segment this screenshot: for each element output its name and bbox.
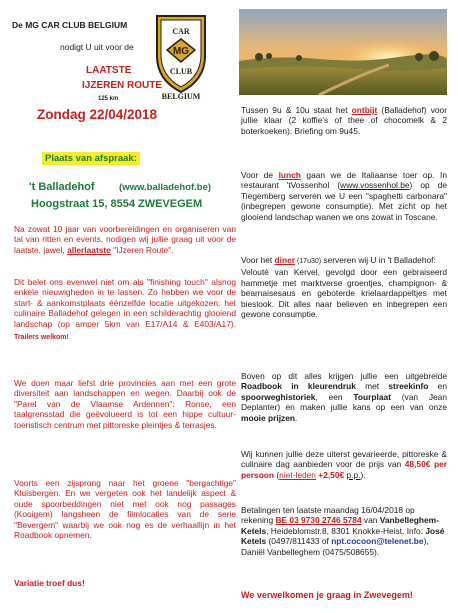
logo-center-text: MG [172, 46, 190, 57]
kluisbergen-paragraph: Voorts een zijsprong naar het groene "bergachtige" Kluisbergen. En we vergeten ook het landelijk aspect & oude spoorbeddingen niet met ook nog passages (Kooigem) langsheen de filmlocaties van de serie "Bevergem" waarbij we ook nog es de verhaallijn in het Roadbook opnemen. [14, 478, 236, 541]
event-distance: 125 km [98, 96, 119, 102]
event-date: Zondag 22/04/2018 [37, 107, 158, 122]
event-title-line1: LAATSTE [86, 65, 132, 76]
lunch-paragraph: Voor de lunch gaan we de Italiaanse toer op. In restaurant 'tVossenhol (www.vossenhol.be) op de Tiegemberg serveren we U een "spaghetti carbonara" (inbegrepen gewone consumptie). Met zicht op het glooiend landschap wanen we ons zowat in Toscane. [241, 170, 447, 222]
welcome-closing: We verwelkomen je graag in Zwevegem! [241, 590, 413, 600]
roadbook-paragraph: Boven op dit alles krijgen jullie een uitgebreide Roadbook in kleurendruk met streekinfo en spoorweghistoriek, een Tourplaat (van Jean Deplanter) en maken jullie kans op een van onze mooie prijzen. [241, 371, 447, 423]
venue-address: Hoogstraat 15, 8554 ZWEVEGEM [31, 198, 203, 210]
landscape-photo [239, 9, 447, 95]
price-paragraph: Wij kunnen jullie deze uiterst gevarieerde, pittoreske & culinaire dag aanbieden voor de prijs van 48,50€ per persoon (niet-leden +2,50€ p.p.). [241, 449, 447, 480]
logo-bottom-text: CLUB [169, 67, 193, 76]
payment-paragraph: Betalingen ten laatste maandag 16/04/2018 op rekening BE 03 9730 2746 5784 van Vanbelleghem-Ketels, Heideblomstr.8, 8301 Knokke-Heist. Info: José Ketels (0497/811433 of npt.cocoon@telenet.be), Daniël Vanbelleghem (0475/508655). [241, 505, 445, 557]
provinces-paragraph: We doen maar liefst drie provincies aan met een grote diversiteit aan landschappen en wegen. Daarbij ook de "Parel van de Vlaamse Ardennen": Ronse, een taalgrensstad die geëvolueerd is tot een hippe cultuur-toeristisch centrum met pittoreske pleintjes & terrasjes. [14, 378, 236, 430]
dinner-paragraph: Voor het diner (17u30) serveren wij U in 't Balladehof: Velouté van Kervel, gevolgd door een gebraiseerd hammetje met marktverse groentjes, champignon- & bearnaisesaus en geboterde krielaardappeltjes met bieslook. Dit alles naar believen en inbegrepen een gewone consumptie. [241, 255, 447, 320]
venue-name-line [29, 181, 211, 193]
logo-country-text: BELGIUM [161, 92, 201, 100]
vossenhol-link[interactable]: www.vossenhol.be [340, 180, 410, 191]
logo-top-text: CAR [172, 27, 190, 36]
venue-name: 't Balladehof [29, 181, 95, 193]
variety-closing: Variatie troef dus! [14, 578, 85, 588]
invitation-text: nodigt U uit voor de [60, 42, 134, 52]
breakfast-paragraph: Tussen 9u & 10u staat het ontbijt (Balladehof) voor jullie klaar (2 koffie's of thee of chocomelk & 2 boterkoeken). Briefing om 9u45. [241, 105, 447, 136]
meeting-place-label: Plaats van afspraak: [42, 152, 140, 165]
venue-url[interactable]: (www.balladehof.be) [119, 182, 212, 193]
mg-car-club-logo [150, 12, 212, 100]
contact-email[interactable]: npt.cocoon@telenet.be [331, 536, 424, 547]
club-name: De MG CAR CLUB BELGIUM [12, 20, 128, 30]
intro-paragraph: Na zowat 10 jaar van voorbereidingen en organiseren van tal van ritten en events, nodigen wij jullie graag uit voor de laatste, jawel, allerlaatste "IJzeren Route". [14, 224, 236, 255]
event-title-line2: IJZEREN ROUTE [82, 80, 163, 91]
location-paragraph: Dit belet ons evenwel niet om als "finishing touch" alsnog enkele nieuwigheden in te lassen. Zo hebben we voor de start- & aankomstplaats éénzelfde locatie uitgekozen: het culinaire Balladehof gelegen in een schilderachtig glooiend landschap (op amper 5km van E17/A14 & E403/A17). Trailers welkom! [14, 277, 236, 342]
